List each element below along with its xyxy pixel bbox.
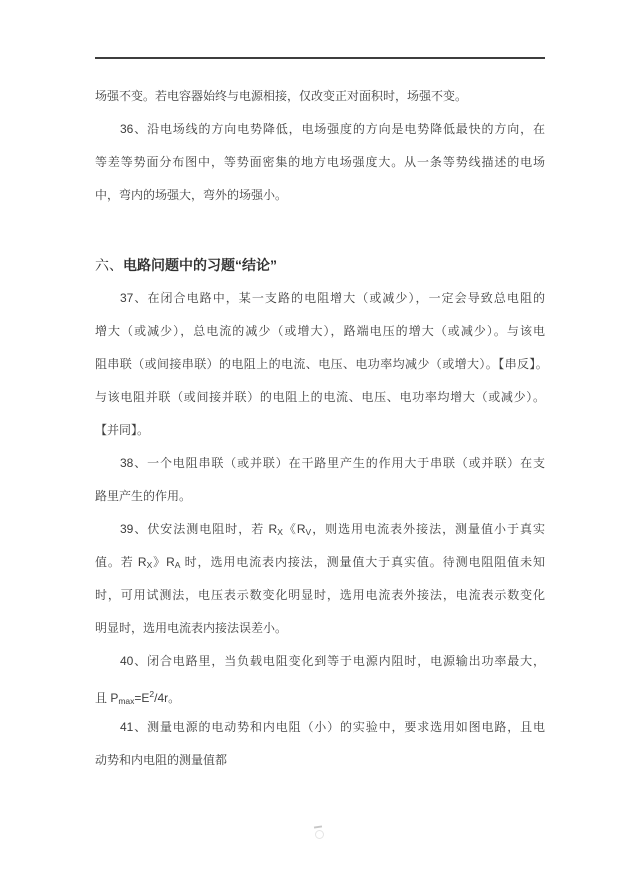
text-run: 时，选用电流表内接法，测量值大于真实值。待测电阻阻值未知: [180, 555, 545, 569]
text-line: [95, 348, 549, 381]
text-run: 增大（或减少），总电流的减少（或增大），路端电压的增大（或减少）。与该电: [95, 324, 545, 338]
section-heading-number: 六、: [95, 257, 123, 273]
text-line: [95, 744, 545, 777]
document-body: [95, 80, 549, 777]
text-run: 等差等势面分布图中，等势面密集的地方电场强度大。从一条等势线描述的电场: [95, 155, 545, 169]
text-line: [95, 179, 545, 212]
text-line: [95, 146, 545, 179]
text-line: [95, 480, 545, 513]
text-run: =E: [134, 691, 150, 705]
subscript-run: X: [146, 560, 153, 570]
text-line: [95, 381, 545, 414]
text-line: [95, 513, 545, 546]
header-divider-rule: [95, 57, 545, 59]
text-run: 阻串联（或间接串联）的电阻上的电流、电压、电功率均减少（或增大）。【串反】。: [95, 357, 549, 371]
section-heading-title: 电路问题中的习题“结论”: [123, 257, 277, 273]
text-run: 37、在闭合电路中，某一支路的电阻增大（或减少），一定会导致总电阻的: [120, 291, 545, 305]
text-run: 时，可用试测法，电压表示数变化明显时，选用电流表外接法，电流表示数变化: [95, 588, 545, 602]
text-line: [95, 612, 545, 645]
text-run: 41、测量电源的电动势和内电阻（小）的实验中，要求选用如图电路，且电: [120, 720, 545, 734]
text-run: 场强不变。若电容器始终与电源相接，仅改变正对面积时，场强不变。: [95, 89, 468, 103]
text-line: [95, 315, 545, 348]
text-line formula-line: [95, 678, 545, 711]
subscript-run: X: [277, 527, 283, 537]
text-line: [95, 711, 545, 744]
text-run: 明显时，选用电流表内接法误差小。: [95, 621, 288, 635]
text-run: 40、闭合电路里，当负载电阻变化到等于电源内阻时，电源输出功率最大，: [120, 654, 545, 668]
text-run: 与该电阻并联（或间接并联）的电阻上的电流、电压、电功率均增大（或减少）。: [95, 390, 545, 404]
text-line: [95, 447, 545, 480]
text-run: 路里产生的作用。: [95, 489, 192, 503]
superscript-run: 2: [149, 689, 155, 699]
text-line: [95, 579, 545, 612]
subscript-run: max: [118, 696, 135, 706]
text-run: 39、伏安法测电阻时，若 R: [120, 522, 278, 536]
text-run: 中，弯内的场强大，弯外的场强小。: [95, 188, 288, 202]
text-run: 【并同】。: [95, 423, 150, 437]
text-run: 动势和内电阻的测量值都: [95, 753, 228, 767]
text-line: [95, 645, 545, 678]
text-line: [95, 113, 545, 146]
subscript-run: V: [305, 527, 312, 537]
text-run: 且 P: [95, 691, 119, 705]
text-line: [95, 282, 545, 315]
page-artifact-mark: [312, 824, 326, 840]
text-line: [95, 546, 545, 579]
text-run: 《R: [282, 522, 306, 536]
text-line: [95, 414, 545, 447]
text-run: 》R: [152, 555, 175, 569]
subscript-run: A: [174, 560, 181, 570]
text-run: /4r。: [154, 691, 181, 705]
text-run: 36、沿电场线的方向电势降低，电场强度的方向是电势降低最快的方向，在: [120, 122, 545, 136]
text-line: [95, 80, 545, 113]
text-run: 值。若 R: [95, 555, 147, 569]
text-run: ，则选用电流表外接法，测量值小于真实: [311, 522, 545, 536]
section-heading: [95, 249, 545, 282]
text-run: 38、一个电阻串联（或并联）在干路里产生的作用大于串联（或并联）在支: [120, 456, 545, 470]
